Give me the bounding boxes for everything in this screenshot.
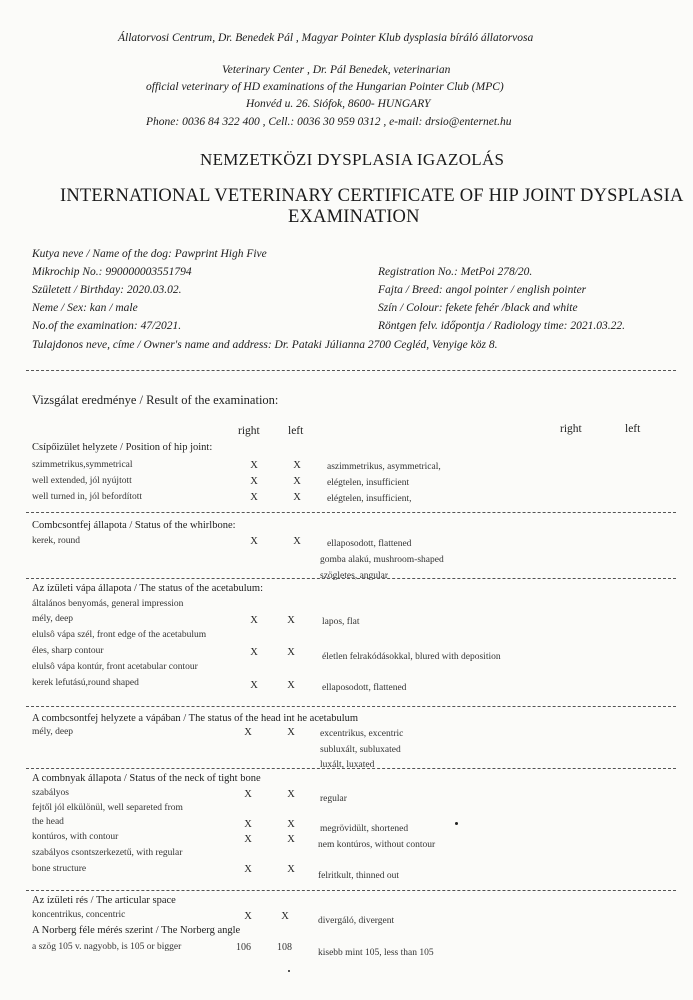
mark-right: X [244,727,252,738]
result-row-alternative: ellaposodott, flattened [322,683,407,693]
result-row-label: szabályos [32,788,69,798]
result-row-label-continued: bone structure [32,864,87,874]
section-title-hip-position: Csípőizület helyzete / Position of hip joint: [32,442,213,453]
mark-right: X [244,789,252,800]
divider [26,890,676,891]
result-row-alternative: elégtelen, insufficient, [327,494,412,504]
mark-left: X [281,911,289,922]
sex: Neme / Sex: kan / male [32,302,138,314]
column-header-left: left [288,425,304,437]
result-row-label: szimmetrikus,symmetrical [32,460,133,470]
divider [26,578,676,579]
mark-right: X [250,647,258,658]
result-row-alternative: lapos, flat [322,617,360,627]
result-row-label: kerek lefutású,round shaped [32,678,139,688]
norberg-angle-right: 106 [236,942,251,953]
header-line-official: official veterinary of HD examinations of the Hungarian Pointer Club (MPC) [146,81,504,93]
section-title-norberg-angle: A Norberg féle mérés szerint / The Norberg angle [32,925,241,936]
mark-right: X [244,819,252,830]
mark-left: X [287,789,295,800]
result-row-label: mély, deep [32,727,74,737]
birthday: Született / Birthday: 2020.03.02. [32,284,182,296]
column-header-left-2: left [625,423,641,435]
mark-right: X [244,864,252,875]
result-row-alternative: divergáló, divergent [318,916,395,926]
result-row-alternative: életlen felrakódásokkal, blured with deposition [322,652,501,662]
mark-left: X [287,819,295,830]
result-row-alternative: gomba alakú, mushroom-shaped [320,555,444,565]
mark-right: X [250,476,258,487]
section-title-head-position: A combcsontfej helyzete a vápában / The status of the head int he acetabulum [32,713,359,724]
exam-number: No.of the examination: 47/2021. [32,320,182,332]
header-line-address: Honvéd u. 26. Siófok, 8600- HUNGARY [246,98,431,110]
mark-left: X [287,834,295,845]
result-subheading: elulsô vápa szél, front edge of the acetabulum [32,630,207,640]
radiology-time: Röntgen felv. időpontja / Radiology time: 2021.03.22. [378,320,625,332]
divider [26,706,676,707]
result-row-alternative: szögletes, angular [320,571,389,581]
mark-right: X [250,615,258,626]
column-header-right-2: right [560,423,582,435]
result-row-label: kontúros, with contour [32,832,119,842]
title-english-line2: EXAMINATION [288,207,420,227]
result-row-label: éles, sharp contour [32,646,104,656]
result-row-alternative: felritkult, thinned out [318,871,400,881]
scan-speck [288,970,290,972]
results-heading: Vizsgálat eredménye / Result of the examination: [32,393,279,407]
mark-right: X [244,911,252,922]
microchip: Mikrochip No.: 990000003551794 [32,266,192,278]
result-row-alternative: luxált, luxated [320,760,375,770]
result-subheading: elulsô vápa kontúr, front acetabular contour [32,662,198,672]
divider [26,512,676,513]
colour: Szín / Colour: fekete fehér /black and white [378,302,578,314]
mark-right: X [250,460,258,471]
title-hungarian: NEMZETKÖZI DYSPLASIA IGAZOLÁS [200,150,505,169]
owner: Tulajdonos neve, címe / Owner's name and address: Dr. Pataki Júlianna 2700 Cegléd, Venyige köz 8. [32,339,498,351]
divider [26,370,676,371]
breed: Fajta / Breed: angol pointer / english pointer [378,284,587,296]
mark-right: X [250,536,258,547]
mark-left: X [293,492,301,503]
registration-number: Registration No.: MetPoi 278/20. [378,266,533,278]
section-title-acetabulum: Az ízületi vápa állapota / The status of the acetabulum: [32,583,264,594]
result-row-alternative: megrövidült, shortened [320,824,409,834]
mark-left: X [287,727,295,738]
mark-left: X [287,680,295,691]
result-row-alternative: excentrikus, excentric [320,729,404,739]
result-row-alternative: elégtelen, insufficient [327,478,410,488]
section-title-whirlbone: Combcsontfej állapota / Status of the whirlbone: [32,520,236,531]
title-english-line1: INTERNATIONAL VETERINARY CERTIFICATE OF HIP JOINT DYSPLASIA [60,186,684,206]
header-line-contact: Phone: 0036 84 322 400 , Cell.: 0036 30 959 0312 , e-mail: drsio@enternet.hu [146,116,512,128]
mark-left: X [287,615,295,626]
norberg-angle-left: 108 [277,942,292,953]
result-row-alternative: regular [320,794,347,804]
section-title-bone-neck: A combnyak állapota / Status of the neck of tight bone [32,773,261,784]
divider [26,768,676,769]
result-row-alternative: subluxált, subluxated [320,745,401,755]
result-row-label: a szög 105 v. nagyobb, is 105 or bigger [32,942,182,952]
result-row-label: well turned in, jól befordított [32,492,143,502]
mark-left: X [293,476,301,487]
result-subheading: általános benyomás, general impression [32,599,184,609]
result-row-label: fejtől jól elkülönül, well separeted from [32,803,183,813]
result-row-alternative: kisebb mint 105, less than 105 [318,948,434,958]
column-header-right: right [238,425,260,437]
result-row-label-continued: the head [32,817,64,827]
mark-left: X [287,647,295,658]
mark-left: X [293,536,301,547]
section-title-articular-space: Az ízületi rés / The articular space [32,895,176,906]
mark-right: X [244,834,252,845]
result-row-label: kerek, round [32,536,81,546]
result-row-alternative: nem kontúros, without contour [318,840,436,850]
result-row-alternative: aszimmetrikus, asymmetrical, [327,462,441,472]
result-row-label: szabályos csontszerkezetű, with regular [32,848,183,858]
result-row-label: koncentrikus, concentric [32,910,126,920]
header-line-clinic-hu: Állatorvosi Centrum, Dr. Benedek Pál , Magyar Pointer Klub dysplasia bíráló állatorvosa [118,32,534,44]
mark-left: X [293,460,301,471]
mark-left: X [287,864,295,875]
mark-right: X [250,492,258,503]
dog-name: Kutya neve / Name of the dog: Pawprint High Five [32,248,267,260]
result-row-label: mély, deep [32,614,74,624]
scan-speck [455,822,458,825]
result-row-label: well extended, jól nyújtott [32,476,132,486]
result-row-alternative: ellaposodott, flattened [327,539,412,549]
header-line-clinic-en: Veterinary Center , Dr. Pál Benedek, veterinarian [222,64,451,76]
mark-right: X [250,680,258,691]
